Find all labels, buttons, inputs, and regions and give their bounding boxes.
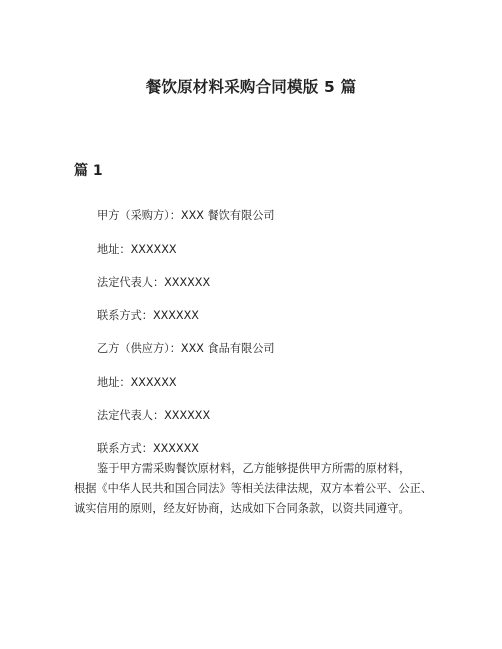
document-title: 餐饮原材料采购合同模版 5 篇 [145,78,357,96]
preamble-line: 根据《中华人民共和国合同法》等相关法律法规，双方本着公平、公正、 [74,482,433,495]
party-b-name: 乙方（供应方）：XXX 食品有限公司 [97,342,275,355]
party-a-address: 地址：XXXXXX [97,243,177,256]
party-b-legal-representative: 法定代表人：XXXXXX [97,409,211,422]
party-b-address: 地址：XXXXXX [97,376,177,389]
party-b-contact: 联系方式：XXXXXX [97,442,199,455]
party-a-contact: 联系方式：XXXXXX [97,309,199,322]
preamble-line: 鉴于甲方需采购餐饮原材料，乙方能够提供甲方所需的原材料， [97,462,411,475]
party-a-legal-representative: 法定代表人：XXXXXX [97,276,211,289]
party-a-name: 甲方（采购方）：XXX 餐饮有限公司 [97,209,275,222]
preamble-paragraph [74,459,444,519]
preamble-line: 诚实信用的原则，经友好协商，达成如下合同条款，以资共同遵守。 [74,502,410,515]
section-heading: 篇 1 [74,163,103,179]
